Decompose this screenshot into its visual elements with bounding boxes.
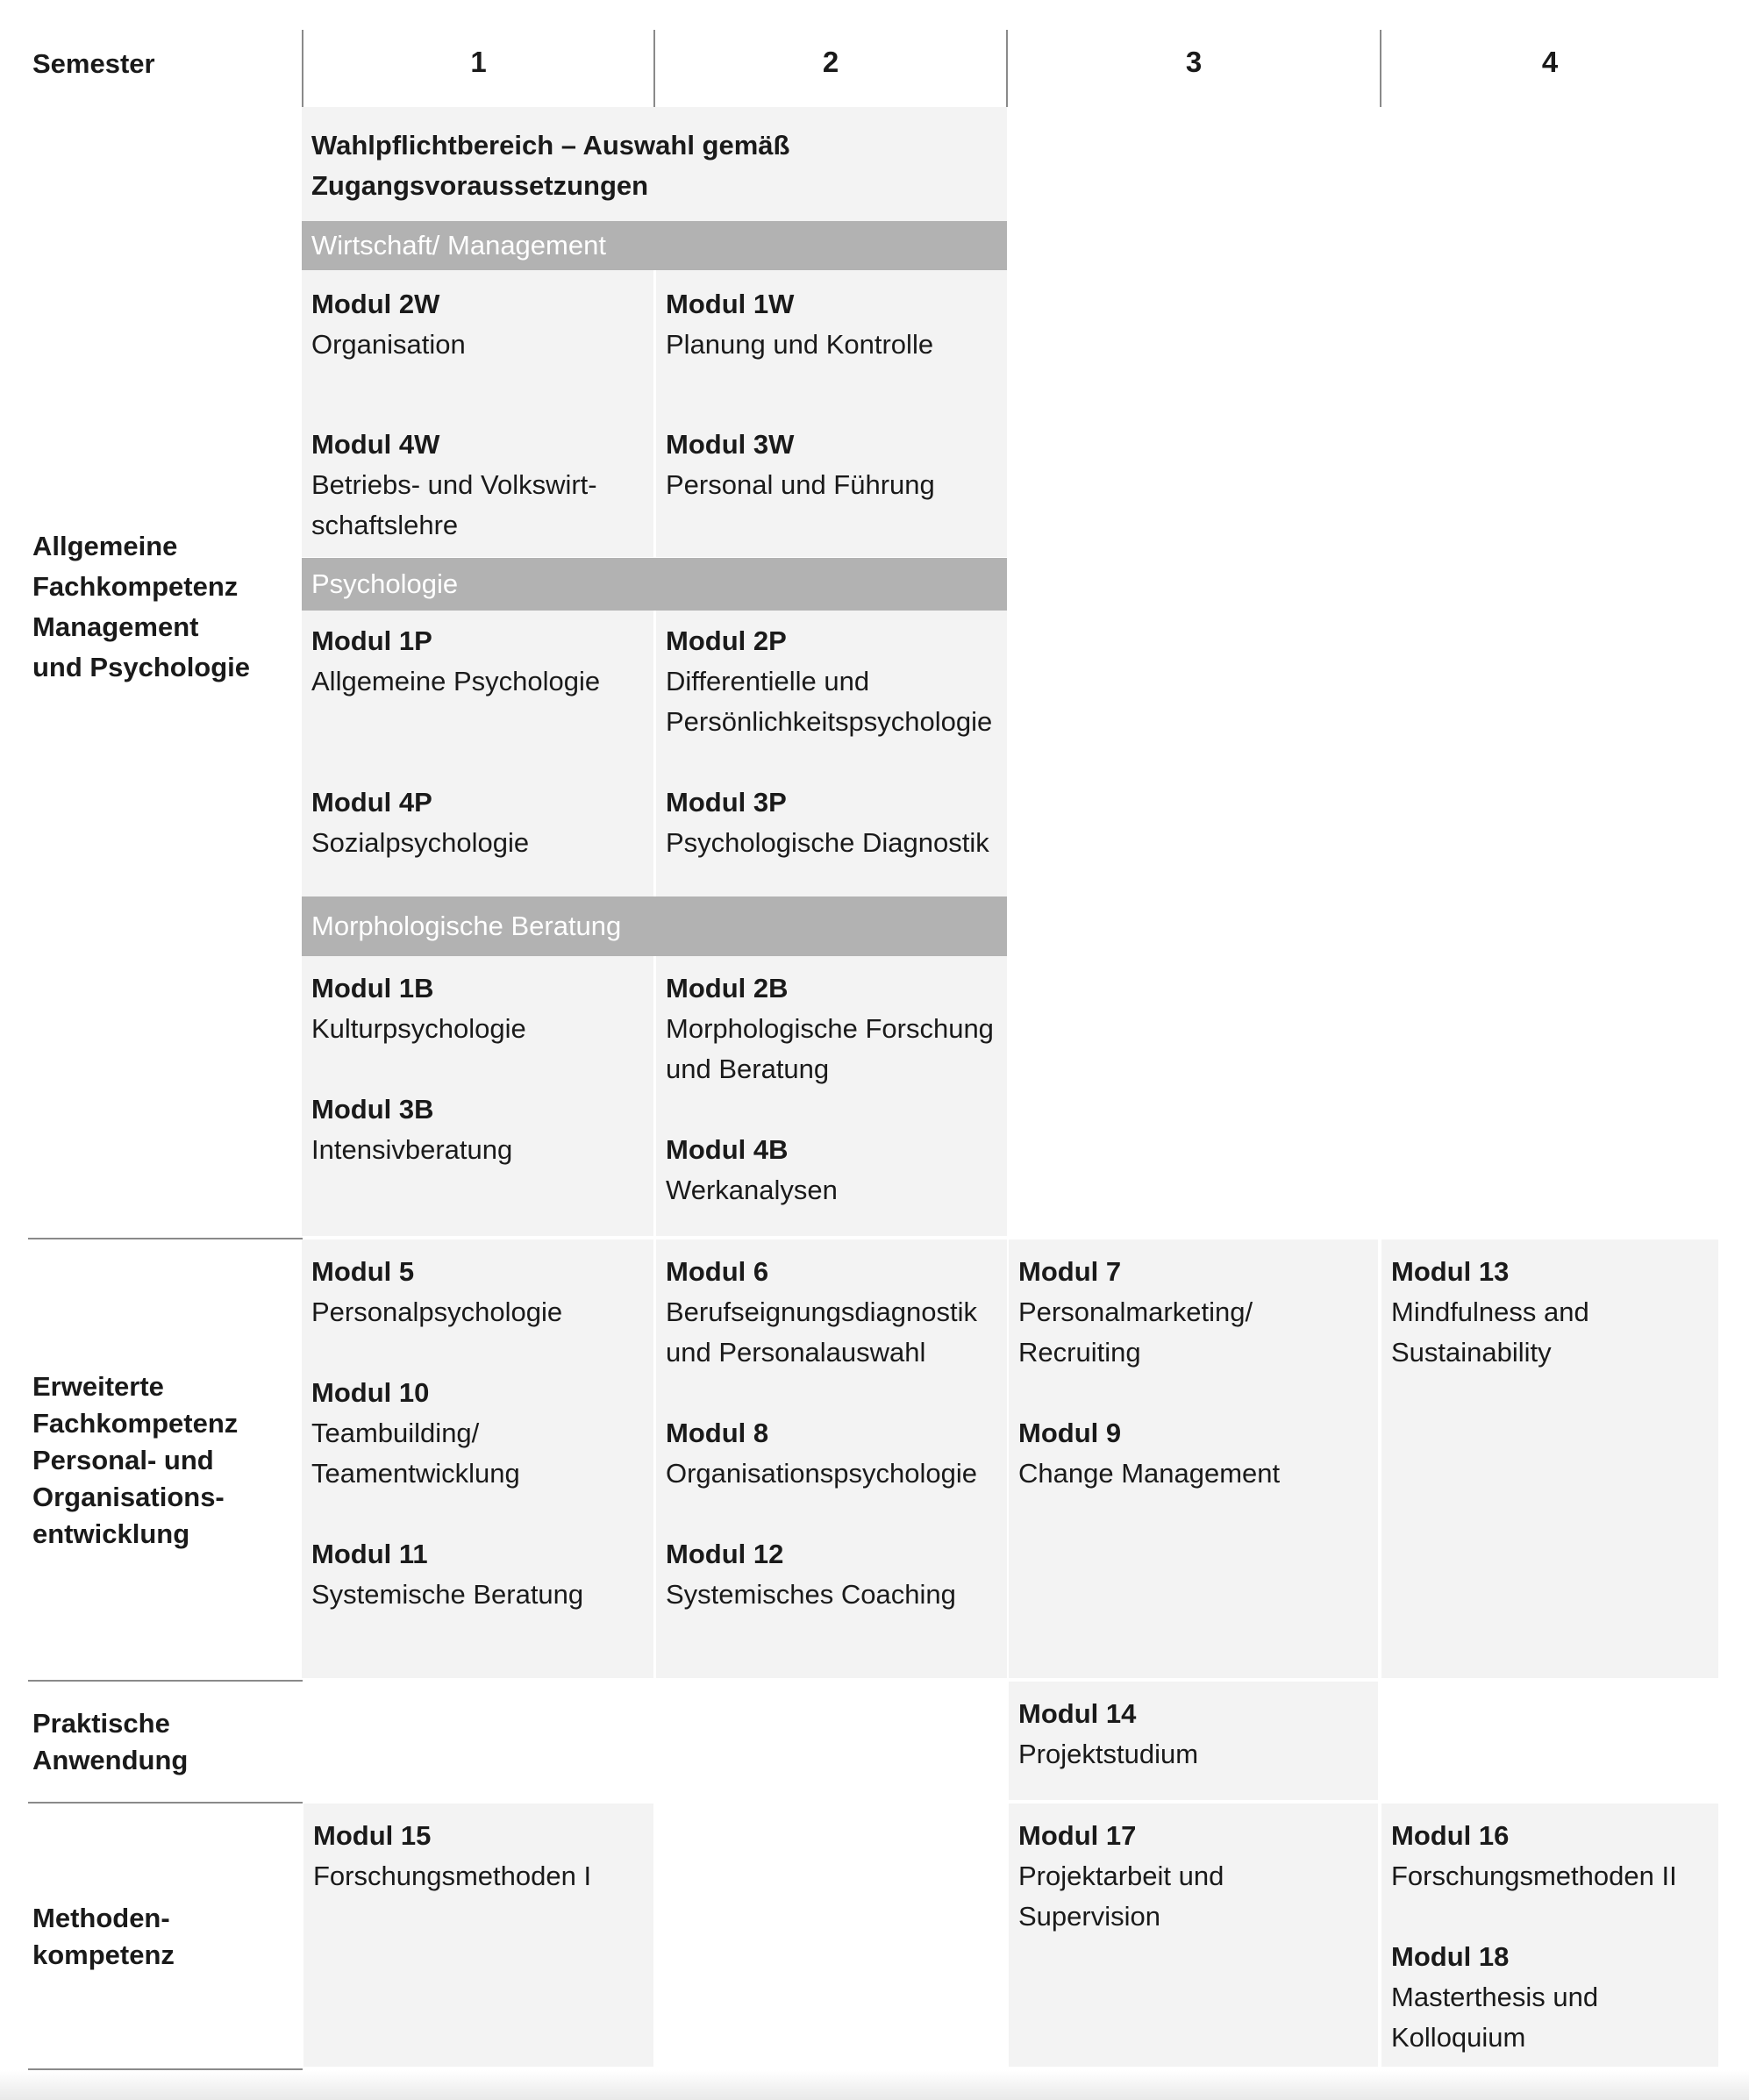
module-1w <box>666 284 997 365</box>
beratung-col2 <box>656 956 1007 1236</box>
row-divider <box>28 1238 303 1239</box>
module-code: Modul 7 <box>1018 1256 1122 1287</box>
module-3w <box>666 425 997 505</box>
wahlpflicht-title: Wahlpflichtbereich – Auswahl gemäß Zugangsvoraussetzungen <box>302 107 1007 221</box>
module-13 <box>1391 1252 1709 1373</box>
module-code: Modul 3B <box>311 1094 434 1125</box>
module-name: Berufseignungsdiagnostik und Personalauswahl <box>666 1296 978 1368</box>
module-code: Modul 3P <box>666 787 787 818</box>
group-band-beratung: Morphologische Beratung <box>302 896 1007 956</box>
module-code: Modul 5 <box>311 1256 415 1287</box>
module-14 <box>1018 1694 1368 1775</box>
module-name: Personalpsychologie <box>311 1296 563 1327</box>
module-code: Modul 2P <box>666 625 787 656</box>
row-label-methoden: Methoden- kompetenz <box>32 1903 175 1970</box>
row-label-erweiterte: Erweiterte Fachkompetenz Personal- und Organisations- entwicklung <box>32 1371 239 1549</box>
module-name: Werkanalysen <box>666 1175 838 1205</box>
module-code: Modul 15 <box>313 1820 432 1851</box>
wirtschaft-col1 <box>302 270 653 557</box>
module-10 <box>311 1373 644 1494</box>
row-divider <box>28 1680 303 1682</box>
module-name: Change Management <box>1018 1458 1281 1489</box>
module-name: Systemisches Coaching <box>666 1579 956 1610</box>
erweiterte-sem4 <box>1381 1239 1718 1678</box>
module-code: Modul 2B <box>666 973 789 1004</box>
module-code: Modul 1B <box>311 973 434 1004</box>
semester-1-header: 1 <box>470 46 487 78</box>
module-name: Planung und Kontrolle <box>666 329 934 360</box>
module-3b <box>311 1089 644 1170</box>
module-name: Teambuilding/ Teamentwicklung <box>311 1418 520 1489</box>
module-code: Modul 16 <box>1391 1820 1510 1851</box>
module-name: Intensivberatung <box>311 1134 513 1165</box>
module-12 <box>666 1534 997 1615</box>
praktische-sem3 <box>1009 1682 1378 1800</box>
methoden-sem4 <box>1381 1804 1718 2067</box>
module-code: Modul 8 <box>666 1418 769 1448</box>
module-code: Modul 14 <box>1018 1698 1137 1729</box>
module-name: Allgemeine Psychologie <box>311 666 601 696</box>
beratung-col1 <box>302 956 653 1236</box>
module-name: Morphologische Forschung und Beratung <box>666 1013 994 1084</box>
module-1p <box>311 621 644 702</box>
bottom-fade <box>0 2070 1749 2100</box>
module-code: Modul 10 <box>311 1377 430 1408</box>
psychologie-col2 <box>656 611 1007 896</box>
module-6 <box>666 1252 997 1373</box>
erweiterte-sem2 <box>656 1239 1007 1678</box>
module-name: Organisationspsychologie <box>666 1458 977 1489</box>
module-code: Modul 17 <box>1018 1820 1137 1851</box>
module-code: Modul 3W <box>666 429 795 460</box>
wirtschaft-col2 <box>656 270 1007 557</box>
module-11 <box>311 1534 644 1615</box>
module-name: Kulturpsychologie <box>311 1013 526 1044</box>
row-label-praktische: Praktische Anwendung <box>32 1708 189 1775</box>
module-4p <box>311 782 644 863</box>
module-code: Modul 4B <box>666 1134 789 1165</box>
module-4b <box>666 1130 997 1211</box>
module-18 <box>1391 1937 1709 2058</box>
module-name: Personal und Führung <box>666 469 935 500</box>
module-name: Projektstudium <box>1018 1739 1199 1769</box>
module-code: Modul 18 <box>1391 1941 1510 1972</box>
erweiterte-sem3 <box>1009 1239 1378 1678</box>
module-code: Modul 1P <box>311 625 432 656</box>
module-name: Personalmarketing/ Recruiting <box>1018 1296 1253 1368</box>
module-code: Modul 13 <box>1391 1256 1510 1287</box>
semester-2-header: 2 <box>822 46 839 78</box>
module-name: Forschungsmethoden I <box>313 1861 592 1891</box>
group-band-psychologie: Psychologie <box>302 558 1007 611</box>
semester-header-label: Semester <box>32 48 155 79</box>
semester-4-header: 4 <box>1541 46 1559 78</box>
module-name: Sozialpsychologie <box>311 827 530 858</box>
row-divider <box>28 1802 303 1804</box>
row-label-allgemeine: Allgemeine Fachkompetenz Management und Psychologie <box>32 531 251 682</box>
module-17 <box>1018 1816 1368 1937</box>
module-2w <box>311 284 644 365</box>
module-code: Modul 11 <box>311 1539 428 1569</box>
module-4w <box>311 425 644 546</box>
module-2p <box>666 621 997 742</box>
module-code: Modul 6 <box>666 1256 769 1287</box>
module-name: Organisation <box>311 329 466 360</box>
module-7 <box>1018 1252 1368 1373</box>
module-name: Masterthesis und Kolloquium <box>1391 1982 1599 2053</box>
module-name: Systemische Beratung <box>311 1579 584 1610</box>
module-name: Differentielle und Persönlichkeitspsychologie <box>666 666 993 737</box>
group-band-wirtschaft: Wirtschaft/ Management <box>302 221 1007 270</box>
module-2b <box>666 968 997 1089</box>
module-code: Modul 1W <box>666 289 795 319</box>
module-name: Psychologische Diagnostik <box>666 827 989 858</box>
module-code: Modul 12 <box>666 1539 784 1569</box>
erweiterte-sem1 <box>302 1239 653 1678</box>
module-name: Projektarbeit und Supervision <box>1018 1861 1224 1932</box>
module-15 <box>313 1816 644 1896</box>
module-16 <box>1391 1816 1709 1896</box>
module-name: Mindfulness and Sustainability <box>1391 1296 1589 1368</box>
module-code: Modul 2W <box>311 289 440 319</box>
psychologie-col1 <box>302 611 653 896</box>
module-3p <box>666 782 997 863</box>
module-code: Modul 4W <box>311 429 440 460</box>
semester-3-header: 3 <box>1185 46 1203 78</box>
methoden-sem1 <box>303 1804 653 2067</box>
module-name: Forschungsmethoden II <box>1391 1861 1677 1891</box>
module-8 <box>666 1413 997 1494</box>
module-name: Betriebs- und Volkswirt- schaftslehre <box>311 469 597 540</box>
methoden-sem3 <box>1009 1804 1378 2067</box>
module-5 <box>311 1252 644 1332</box>
module-code: Modul 4P <box>311 787 432 818</box>
module-code: Modul 9 <box>1018 1418 1122 1448</box>
module-1b <box>311 968 644 1049</box>
module-9 <box>1018 1413 1368 1494</box>
